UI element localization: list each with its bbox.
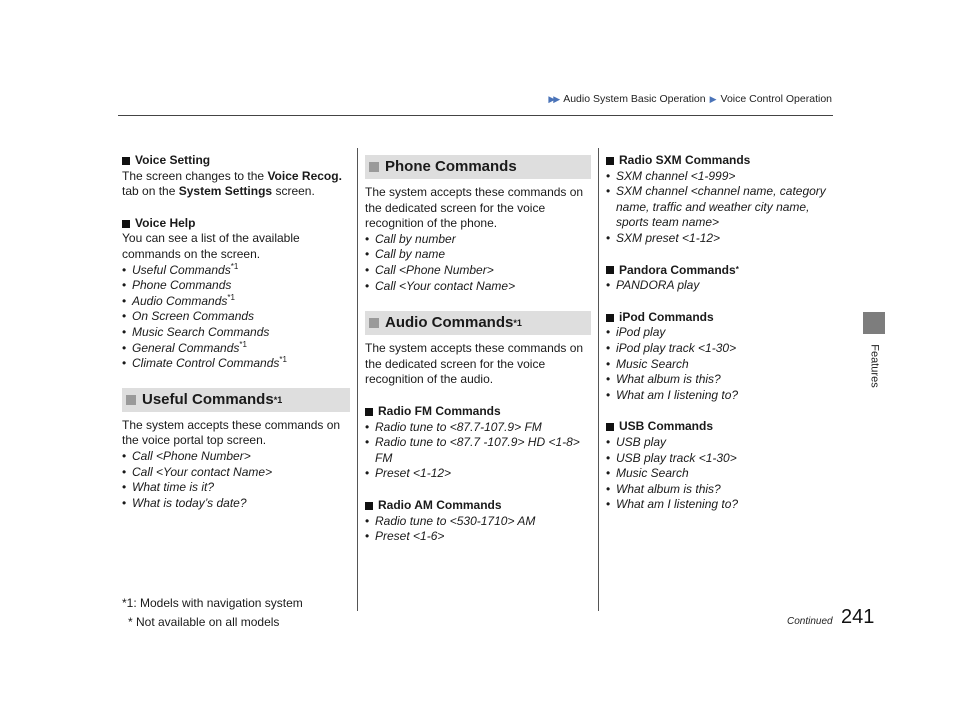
voice-help-intro: You can see a list of the available commands on the screen. [122, 231, 300, 261]
list-item: • USB play track <1-30> [606, 451, 832, 467]
list-item: • On Screen Commands [122, 309, 350, 325]
section-heading: Radio FM Commands [365, 404, 591, 420]
square-bullet-icon [369, 162, 379, 172]
list-item: • Preset <1-12> [365, 466, 591, 482]
list-item: • Call <Your contact Name> [122, 465, 350, 481]
list-item: • Music Search Commands [122, 325, 350, 341]
list-item: • General Commands$^{*1}$ [122, 341, 350, 357]
list-item: • PANDORA play [606, 278, 832, 294]
list-item: • iPod play track <1-30> [606, 341, 832, 357]
square-bullet-icon [369, 318, 379, 328]
pandora-list [606, 278, 832, 294]
audio-commands-intro: The system accepts these commands on the dedicated screen for the voice recognition of the audio. [365, 341, 584, 387]
section-tab-label: Features [869, 344, 882, 388]
list-item: • Preset <1-6> [365, 529, 591, 545]
list-item: • Call <Phone Number> [122, 449, 350, 465]
list-item: • SXM channel <channel name, category name, traffic and weather city name, sports team name> [606, 184, 832, 231]
square-bullet-icon [606, 157, 614, 165]
list-item: • What am I listening to? [606, 388, 832, 404]
square-bullet-icon [606, 314, 614, 322]
header-divider [118, 115, 833, 116]
column-middle [365, 155, 591, 545]
list-item: • What album is this? [606, 482, 832, 498]
list-item: • Call <Your contact Name> [365, 279, 591, 295]
list-item: • Radio tune to <87.7-107.9> FM [365, 420, 591, 436]
list-item: • Useful Commands$^{*1}$ [122, 263, 350, 279]
list-item: • Music Search [606, 466, 832, 482]
square-bullet-icon [122, 220, 130, 228]
section-heading: Voice Setting [122, 153, 350, 169]
list-item: • Phone Commands [122, 278, 350, 294]
sxm-list [606, 169, 832, 247]
breadcrumb-item[interactable]: Audio System Basic Operation [563, 93, 706, 105]
page-number: 241 [841, 606, 875, 628]
column-divider [357, 148, 358, 611]
square-bullet-icon [606, 423, 614, 431]
useful-commands-banner: Useful Commands *1 [122, 388, 350, 412]
section-heading: iPod Commands [606, 310, 832, 326]
list-item: • Radio tune to <87.7 -107.9> HD <1-8> FM [365, 435, 591, 466]
square-bullet-icon [365, 408, 373, 416]
usb-list [606, 435, 832, 513]
voice-help-list [122, 263, 350, 372]
footnote-availability: * Not available on all models [128, 615, 280, 629]
radio-fm-list [365, 420, 591, 482]
section-heading: Radio AM Commands [365, 498, 591, 514]
list-item: • What album is this? [606, 372, 832, 388]
square-bullet-icon [606, 266, 614, 274]
list-item: • SXM preset <1-12> [606, 231, 832, 247]
column-right [606, 153, 832, 513]
section-tab-marker [863, 312, 885, 334]
list-item: • Call by number [365, 232, 591, 248]
column-left [122, 153, 350, 511]
breadcrumb-item[interactable]: Voice Control Operation [720, 93, 832, 105]
list-item: • Audio Commands$^{*1}$ [122, 294, 350, 310]
phone-commands-banner: Phone Commands [365, 155, 591, 179]
list-item: • Call <Phone Number> [365, 263, 591, 279]
list-item: • Climate Control Commands$^{*1}$ [122, 356, 350, 372]
breadcrumb-arrow-icon: ▶▶ [548, 93, 559, 104]
phone-commands-list [365, 232, 591, 294]
ipod-list [606, 325, 832, 403]
list-item: • Music Search [606, 357, 832, 373]
section-heading: Radio SXM Commands [606, 153, 832, 169]
section-heading: Pandora Commands * [606, 263, 832, 279]
column-divider [598, 148, 599, 611]
list-item: • Radio tune to <530-1710> AM [365, 514, 591, 530]
square-bullet-icon [365, 502, 373, 510]
list-item: • What is today’s date? [122, 496, 350, 512]
list-item: • What time is it? [122, 480, 350, 496]
section-heading: Voice Help [122, 216, 350, 232]
section-heading: USB Commands [606, 419, 832, 435]
radio-am-list [365, 514, 591, 545]
breadcrumb-arrow-icon: ▶ [709, 93, 717, 104]
voice-setting-text: The screen changes to the Voice Recog. tab on the System Settings screen. [122, 168, 342, 199]
list-item: • SXM channel <1-999> [606, 169, 832, 185]
square-bullet-icon [126, 395, 136, 405]
phone-commands-intro: The system accepts these commands on the dedicated screen for the voice recognition of the phone. [365, 185, 584, 231]
useful-commands-list [122, 449, 350, 511]
breadcrumb [548, 93, 832, 105]
list-item: • What am I listening to? [606, 497, 832, 513]
square-bullet-icon [122, 157, 130, 165]
list-item: • USB play [606, 435, 832, 451]
list-item: • Call by name [365, 247, 591, 263]
footnote-navigation: *1: Models with navigation system [122, 596, 303, 610]
audio-commands-banner: Audio Commands *1 [365, 311, 591, 335]
useful-commands-intro: The system accepts these commands on the voice portal top screen. [122, 417, 341, 448]
continued-label: Continued [787, 616, 833, 627]
list-item: • iPod play [606, 325, 832, 341]
